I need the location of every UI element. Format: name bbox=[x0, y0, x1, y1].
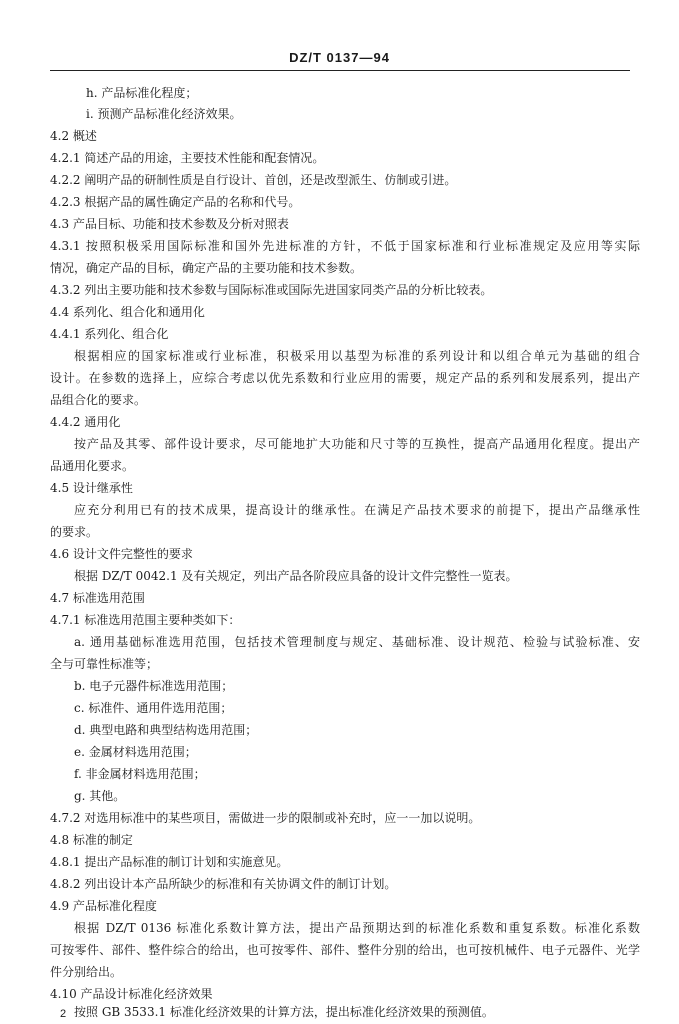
list-item-a-cont: 全与可靠性标准等； bbox=[50, 657, 159, 671]
list-item-f: f. 非金属材料选用范围； bbox=[74, 767, 206, 781]
clause-4-3-2: 4.3.2 列出主要功能和技术参数与国际标准或国际先进国家同类产品的分析比较表。 bbox=[50, 283, 493, 297]
paragraph-line: 应充分利用已有的技术成果，提高设计的继承性。在满足产品技术要求的前提下，提出产品继承性 bbox=[74, 503, 640, 517]
clause-4-8-1: 4.8.1 提出产品标准的制订计划和实施意见。 bbox=[50, 855, 289, 869]
paragraph-line: 的要求。 bbox=[50, 525, 99, 539]
list-item-g: g. 其他。 bbox=[74, 789, 126, 803]
paragraph-line: 品组合化的要求。 bbox=[50, 393, 147, 407]
clause-4-4-1: 4.4.1 系列化、组合化 bbox=[50, 327, 169, 341]
list-item-h: h. 产品标准化程度； bbox=[86, 86, 198, 100]
header-rule bbox=[50, 70, 630, 71]
clause-4-7-1: 4.7.1 标准选用范围主要种类如下： bbox=[50, 613, 241, 627]
paragraph-line: 件分别给出。 bbox=[50, 965, 123, 979]
paragraph-line: 根据相应的国家标准或行业标准，积极采用以基型为标准的系列设计和以组合单元为基础的组合 bbox=[74, 349, 640, 363]
section-heading-4-10: 4.10 产品设计标准化经济效果 bbox=[50, 987, 213, 1001]
section-heading-4-5: 4.5 设计继承性 bbox=[50, 481, 133, 495]
standard-code-header: DZ/T 0137—94 bbox=[289, 50, 390, 65]
paragraph-line: 根据 DZ/T 0042.1 及有关规定，列出产品各阶段应具备的设计文件完整性一览表。 bbox=[74, 569, 518, 583]
section-heading-4-3: 4.3 产品目标、功能和技术参数及分析对照表 bbox=[50, 217, 289, 231]
paragraph-line: 按照 GB 3533.1 标准化经济效果的计算方法，提出标准化经济效果的预测值。 bbox=[74, 1005, 494, 1019]
clause-4-8-2: 4.8.2 列出设计本产品所缺少的标准和有关协调文件的制订计划。 bbox=[50, 877, 397, 891]
list-item-i: i. 预测产品标准化经济效果。 bbox=[86, 107, 242, 121]
clause-4-3-1: 4.3.1 按照积极采用国际标准和国外先进标准的方针，不低于国家标准和行业标准规定及应用等实际 bbox=[50, 239, 640, 253]
clause-4-4-2: 4.4.2 通用化 bbox=[50, 415, 121, 429]
page-number: 2 bbox=[60, 1008, 67, 1020]
section-heading-4-6: 4.6 设计文件完整性的要求 bbox=[50, 547, 193, 561]
section-heading-4-8: 4.8 标准的制定 bbox=[50, 833, 133, 847]
list-item-d: d. 典型电路和典型结构选用范围； bbox=[74, 723, 258, 737]
clause-4-3-1-cont: 情况，确定产品的目标，确定产品的主要功能和技术参数。 bbox=[50, 261, 363, 275]
clause-4-7-2: 4.7.2 对选用标准中的某些项目，需做进一步的限制或补充时，应一一加以说明。 bbox=[50, 811, 481, 825]
clause-4-2-2: 4.2.2 阐明产品的研制性质是自行设计、首创，还是改型派生、仿制或引进。 bbox=[50, 173, 457, 187]
section-heading-4-2: 4.2 概述 bbox=[50, 129, 97, 143]
paragraph-line: 设计。在参数的选择上，应综合考虑以优先系数和行业应用的需要，规定产品的系列和发展系列，提出产 bbox=[50, 371, 640, 385]
list-item-e: e. 金属材料选用范围； bbox=[74, 745, 197, 759]
list-item-b: b. 电子元器件标准选用范围； bbox=[74, 679, 234, 693]
paragraph-line: 按产品及其零、部件设计要求，尽可能地扩大功能和尺寸等的互换性，提高产品通用化程度。提出产 bbox=[74, 437, 640, 451]
list-item-a: a. 通用基础标准选用范围，包括技术管理制度与规定、基础标准、设计规范、检验与试验标准、安 bbox=[74, 635, 640, 649]
paragraph-line: 根据 DZ/T 0136 标准化系数计算方法，提出产品预期达到的标准化系数和重复系数。标准化系数 bbox=[74, 921, 640, 935]
section-heading-4-9: 4.9 产品标准化程度 bbox=[50, 899, 157, 913]
clause-4-2-3: 4.2.3 根据产品的属性确定产品的名称和代号。 bbox=[50, 195, 301, 209]
paragraph-line: 可按零件、部件、整件综合的给出，也可按零件、部件、整件分别的给出，也可按机械件、电子元器件、光学 bbox=[50, 943, 640, 957]
paragraph-line: 品通用化要求。 bbox=[50, 459, 135, 473]
section-heading-4-4: 4.4 系列化、组合化和通用化 bbox=[50, 305, 205, 319]
list-item-c: c. 标准件、通用件选用范围； bbox=[74, 701, 233, 715]
clause-4-2-1: 4.2.1 简述产品的用途，主要技术性能和配套情况。 bbox=[50, 151, 325, 165]
section-heading-4-7: 4.7 标准选用范围 bbox=[50, 591, 145, 605]
